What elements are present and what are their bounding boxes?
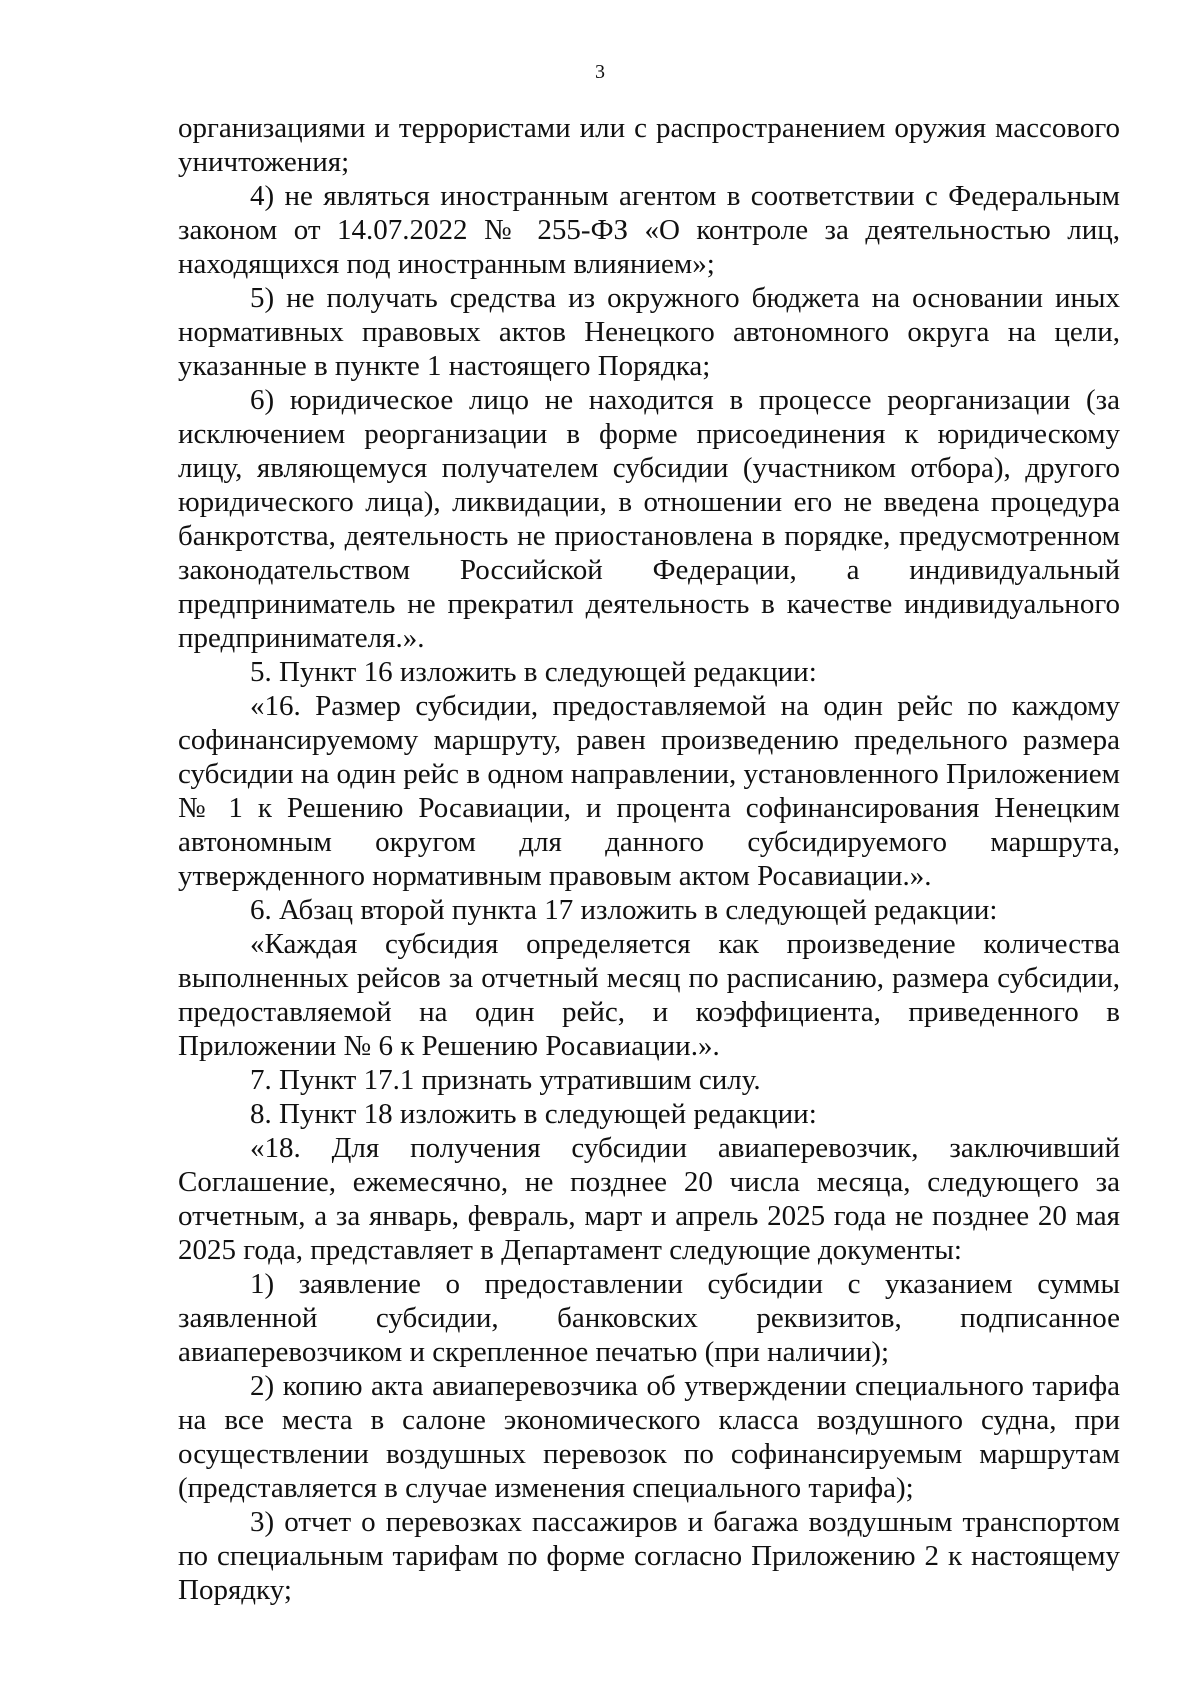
paragraph-amendment-8: 8. Пункт 18 изложить в следующей редакции: — [250, 1098, 817, 1130]
paragraph-item-5: 5) не получать средства из окружного бюджета на основании иных нормативных правовых актов Ненецкого автономного округа на цели, указанные в пункте 1 настоящего Порядка; — [178, 282, 1120, 382]
paragraph-clause-16: «16. Размер субсидии, предоставляемой на один рейс по каждому софинансируемому маршруту, равен произведению предельного размера субсидии на один рейс в одном направлении, установленного Приложением № 1 к Решению Росавиации, и процента софинансирования Ненецким автономным округом для данного субсидируемого маршрута, утвержденного нормативным правовым актом Росавиации.». — [178, 690, 1120, 892]
page-number: 3 — [595, 61, 605, 83]
document-body — [178, 111, 1120, 1607]
paragraph-document-2: 2) копию акта авиаперевозчика об утверждении специального тарифа на все места в салоне экономического класса воздушного судна, при осуществлении воздушных перевозок по софинансируемым маршрутам (представляется в случае изменения специального тарифа); — [178, 1370, 1120, 1504]
paragraph-document-1: 1) заявление о предоставлении субсидии с указанием суммы заявленной субсидии, банковских реквизитов, подписанное авиаперевозчиком и скрепленное печатью (при наличии); — [178, 1268, 1120, 1368]
paragraph-amendment-6: 6. Абзац второй пункта 17 изложить в следующей редакции: — [250, 894, 998, 926]
paragraph-item-6: 6) юридическое лицо не находится в процессе реорганизации (за исключением реорганизации в форме присоединения к юридическому лицу, являющемуся получателем субсидии (участником отбора), другого юридического лица), ликвидации, в отношении его не введена процедура банкротства, деятельность не приостановлена в порядке, предусмотренном законодательством Российской Федерации, а индивидуальный предприниматель не прекратил деятельность в качестве индивидуального предпринимателя.». — [178, 384, 1120, 654]
paragraph-amendment-7: 7. Пункт 17.1 признать утратившим силу. — [250, 1064, 761, 1096]
paragraph-amendment-5: 5. Пункт 16 изложить в следующей редакции: — [250, 656, 817, 688]
paragraph-clause-17: «Каждая субсидия определяется как произведение количества выполненных рейсов за отчетный месяц по расписанию, размера субсидии, предоставляемой на один рейс, и коэффициента, приведенного в Приложении № 6 к Решению Росавиации.». — [178, 928, 1120, 1062]
paragraph-item-4: 4) не являться иностранным агентом в соответствии с Федеральным законом от 14.07.2022 № 255-ФЗ «О контроле за деятельностью лиц, находящихся под иностранным влиянием»; — [178, 180, 1120, 280]
paragraph-document-3: 3) отчет о перевозках пассажиров и багажа воздушным транспортом по специальным тарифам по форме согласно Приложению 2 к настоящему Порядку; — [178, 1506, 1120, 1606]
paragraph-continuation: организациями и террористами или с распространением оружия массового уничтожения; — [178, 112, 1120, 178]
paragraph-clause-18: «18. Для получения субсидии авиаперевозчик, заключивший Соглашение, ежемесячно, не позднее 20 числа месяца, следующего за отчетным, а за январь, февраль, март и апрель 2025 года не позднее 20 мая 2025 года, представляет в Департамент следующие документы: — [178, 1132, 1120, 1266]
